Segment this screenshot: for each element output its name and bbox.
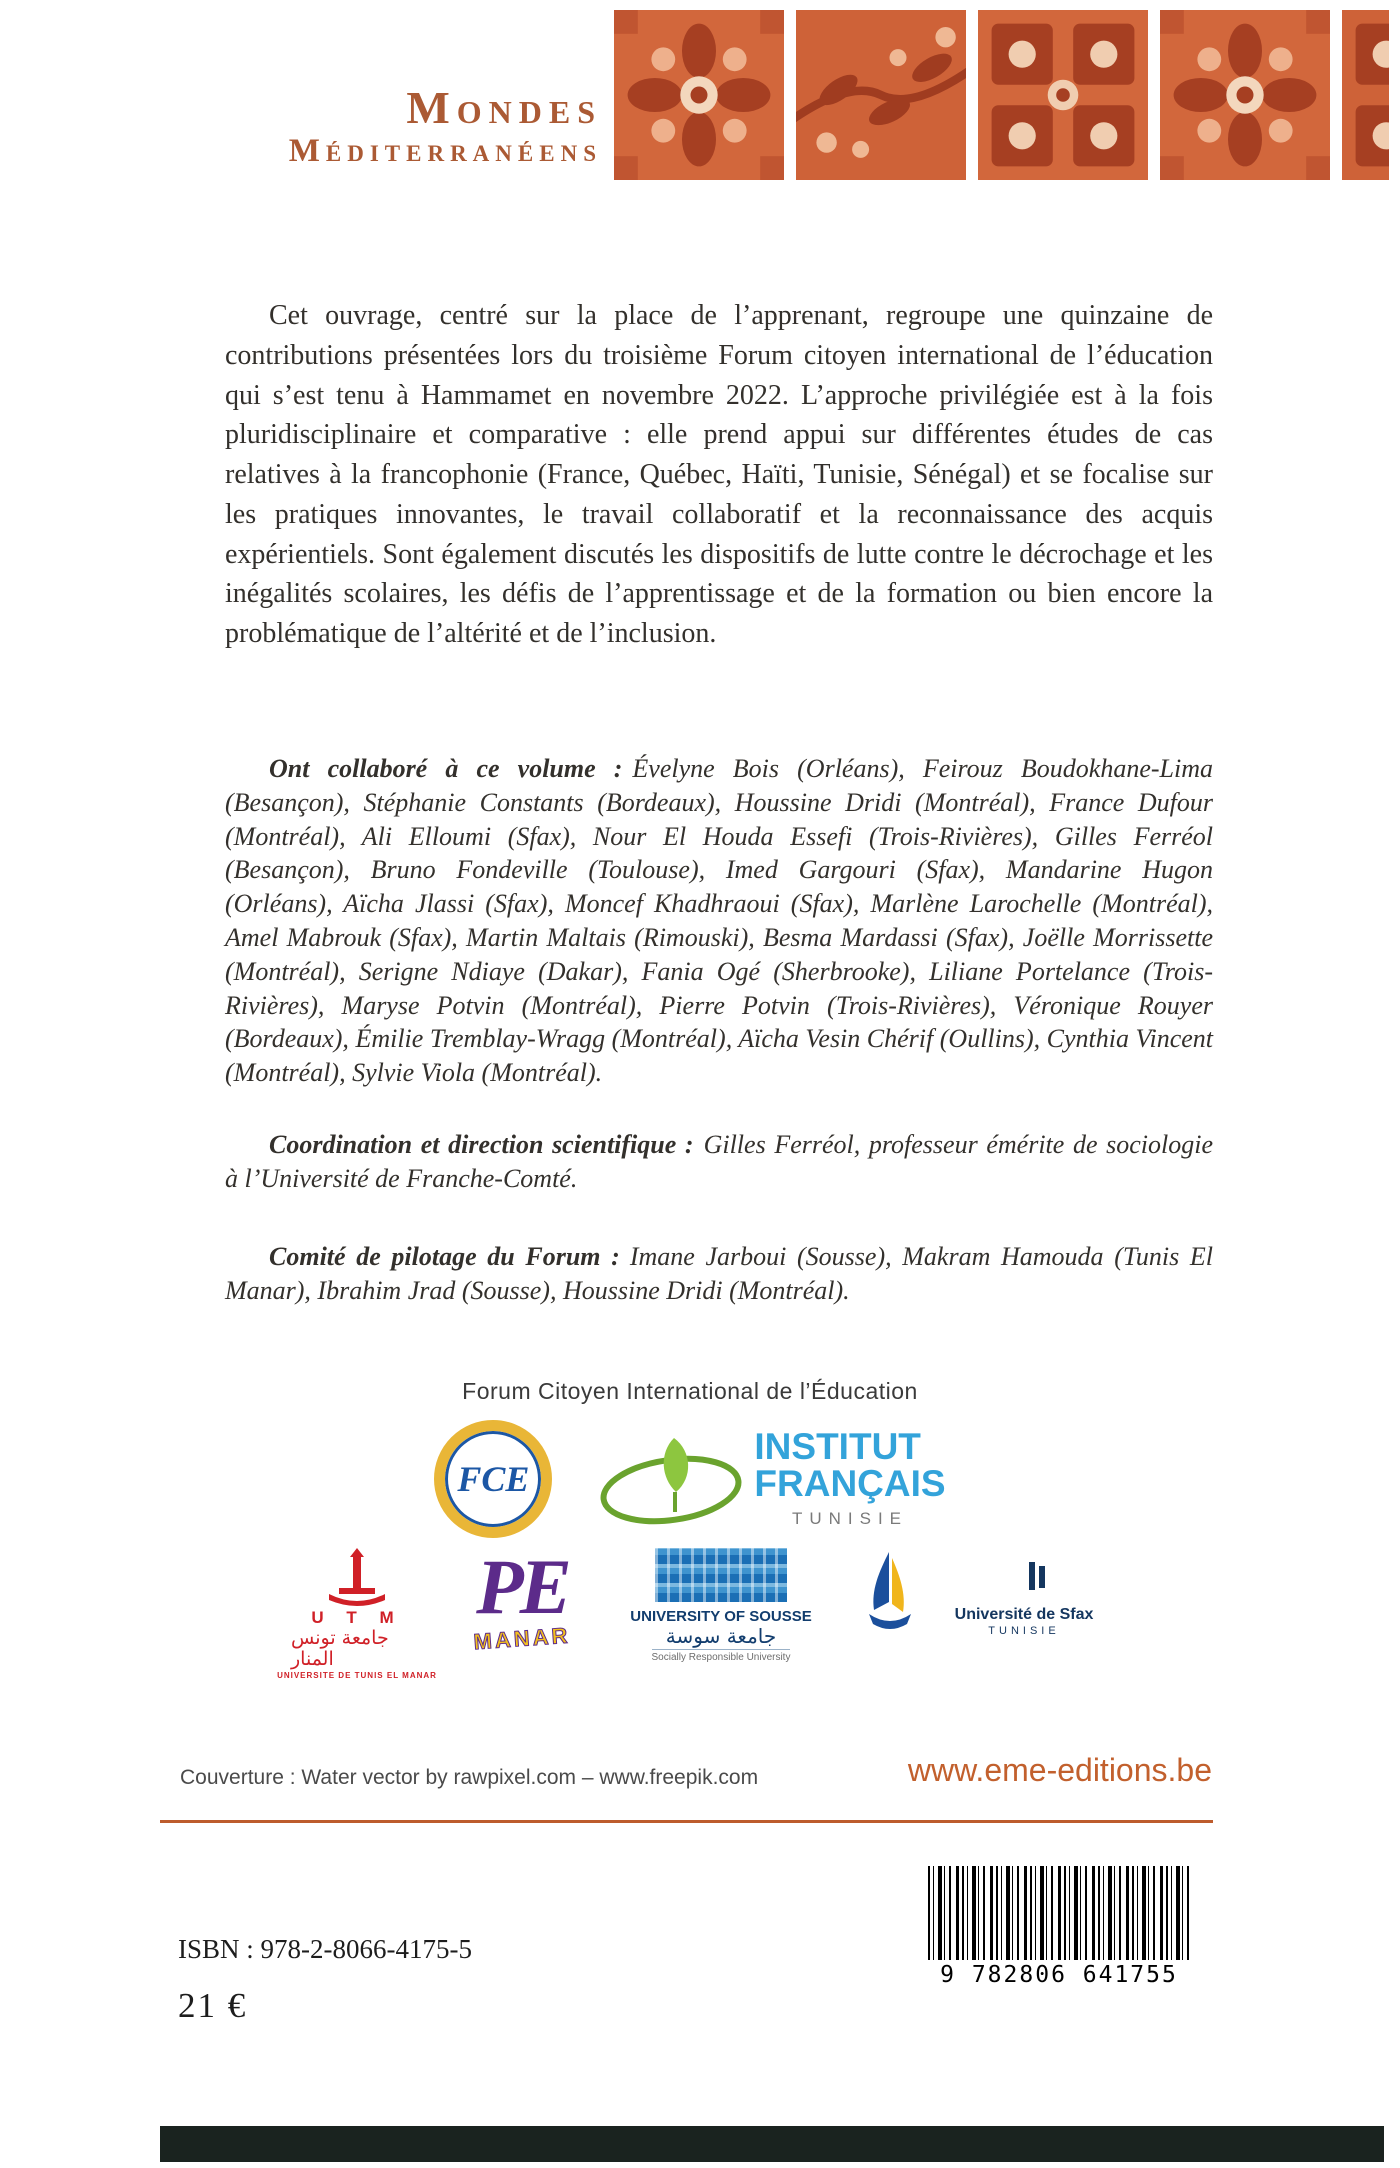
ornament-tile-icon bbox=[614, 10, 784, 180]
sfax-country: TUNISIE bbox=[988, 1625, 1060, 1637]
logo-row-1 bbox=[160, 1418, 1220, 1540]
utm-abbr: U T M bbox=[311, 1608, 403, 1627]
bottom-spine-bar bbox=[160, 2126, 1384, 2162]
sousse-name: UNIVERSITY OF SOUSSE bbox=[630, 1608, 812, 1625]
committee-paragraph bbox=[225, 1240, 1213, 1308]
utm-logo bbox=[277, 1548, 437, 1680]
forum-caption: Forum Citoyen International de l’Éducation bbox=[462, 1378, 918, 1404]
sail-emblem-logo bbox=[855, 1548, 925, 1636]
fce-emblem-icon bbox=[434, 1420, 552, 1538]
coordination-text: Gilles Ferréol, professeur émérite de sociologie à l’Université de Franche-Comté. bbox=[225, 1130, 1213, 1193]
barcode-bars-icon bbox=[928, 1866, 1190, 1960]
ornament-tile-icon bbox=[1160, 10, 1330, 180]
collection-name-line2: Méditerranéens bbox=[288, 133, 602, 170]
orange-divider bbox=[160, 1820, 1213, 1823]
contributors-label: Ont collaboré à ce volume : bbox=[269, 754, 623, 783]
ornament-tile-icon bbox=[796, 10, 966, 180]
collection-logo bbox=[210, 84, 602, 169]
sousse-caption: Socially Responsible University bbox=[652, 1649, 791, 1663]
leaf-swoosh-icon bbox=[596, 1432, 746, 1527]
ornament-tile-icon bbox=[978, 10, 1148, 180]
institut-francais-line3: TUNISIE bbox=[791, 1508, 909, 1528]
university-of-sousse-logo bbox=[621, 1548, 821, 1663]
institut-francais-logo bbox=[596, 1426, 946, 1529]
cover-credit: Couverture : Water vector by rawpixel.com – www.freepik.com bbox=[180, 1766, 759, 1789]
sfax-name: Université de Sfax bbox=[954, 1606, 1094, 1623]
manar-logo bbox=[457, 1543, 587, 1666]
mosaic-building-icon bbox=[655, 1548, 787, 1602]
publisher-website: www.eme-editions.be bbox=[907, 1752, 1212, 1788]
partner-logos bbox=[160, 1418, 1220, 1680]
fce-logo bbox=[434, 1420, 552, 1538]
fce-abbr: FCE bbox=[457, 1459, 530, 1499]
sail-icon bbox=[859, 1548, 921, 1636]
barcode-number: 9 782806 641755 bbox=[940, 1962, 1178, 1988]
description-paragraph: Cet ouvrage, centré sur la place de l’apprenant, regroupe une quinzaine de contributions présentées lors du troisième Forum citoyen international de l’éducation qui s’est tenu à Hammamet en novembre 2022. L’approche privilégiée est à la fois pluridisciplinaire et comparative : elle prend appui sur différentes études de cas relatives à la francophonie (France, Québec, Haïti, Tunisie, Sénégal) et se focalise sur les pratiques innovantes, le travail collaboratif et la reconnaissance des acquis expérientiels. Sont également discutés les dispositifs de lutte contre le décrochage et les inégalités scolaires, les défis de l’apprentissage et de la formation ou bien encore la problématique de l’altérité et de l’inclusion. bbox=[225, 300, 1213, 649]
crescent-book-icon bbox=[989, 1548, 1059, 1604]
institut-francais-line2: FRANÇAIS bbox=[754, 1462, 946, 1504]
minaret-icon bbox=[317, 1548, 397, 1606]
ornamental-tile-band bbox=[614, 10, 1389, 182]
manar-banner: MANAR bbox=[472, 1622, 572, 1655]
sousse-arabic-name: جامعة سوسة bbox=[665, 1624, 777, 1648]
utm-caption: UNIVERSITE DE TUNIS EL MANAR bbox=[277, 1670, 437, 1680]
committee-text: Imane Jarboui (Sousse), Makram Hamouda (Tunis El Manar), Ibrahim Jrad (Sousse), Houssine Dridi (Montréal). bbox=[225, 1242, 1213, 1305]
contributors-text: Évelyne Bois (Orléans), Feirouz Boudokhane-Lima (Besançon), Stéphanie Constants (Bordeaux), Houssine Dridi (Montréal), France Dufour (Montréal), Ali Elloumi (Sfax), Nour El Houda Essefi (Trois-Rivières), Gilles Ferréol (Besançon), Bruno Fondeville (Toulouse), Imed Gargouri (Sfax), Mandarine Hugon (Orléans), Aïcha Jlassi (Sfax), Moncef Khadhraoui (Sfax), Marlène Larochelle (Montréal), Amel Mabrouk (Sfax), Martin Maltais (Rimouski), Besma Mardassi (Sfax), Joëlle Morrissette (Montréal), Serigne Ndiaye (Dakar), Fania Ogé (Sherbrooke), Liliane Portelance (Trois-Rivières), Maryse Potvin (Montréal), Pierre Potvin (Trois-Rivières), Véronique Rouyer (Bordeaux), Émilie Tremblay-Wragg (Montréal), Aïcha Vesin Chérif (Oullins), Cynthia Vincent (Montréal), Sylvie Viola (Montréal). bbox=[225, 754, 1213, 1088]
price: 21 € bbox=[178, 1986, 248, 2025]
institut-francais-line1: INSTITUT bbox=[754, 1426, 921, 1468]
institut-francais-text bbox=[754, 1426, 946, 1529]
coordination-label: Coordination et direction scientifique : bbox=[269, 1130, 694, 1159]
contributors-paragraph bbox=[225, 752, 1213, 1090]
collection-name-line1: Mondes bbox=[406, 82, 602, 133]
utm-arabic-name: جامعة تونس المنار bbox=[291, 1627, 389, 1670]
university-of-sfax-logo bbox=[954, 1548, 1094, 1637]
logo-row-2 bbox=[160, 1543, 1220, 1680]
manar-letters: PE bbox=[476, 1543, 568, 1630]
coordination-paragraph bbox=[225, 1128, 1213, 1196]
isbn: ISBN : 978-2-8066-4175-5 bbox=[178, 1934, 472, 1964]
barcode bbox=[915, 1866, 1203, 1988]
committee-label: Comité de pilotage du Forum : bbox=[269, 1242, 620, 1271]
ornament-tile-icon bbox=[1342, 10, 1389, 180]
